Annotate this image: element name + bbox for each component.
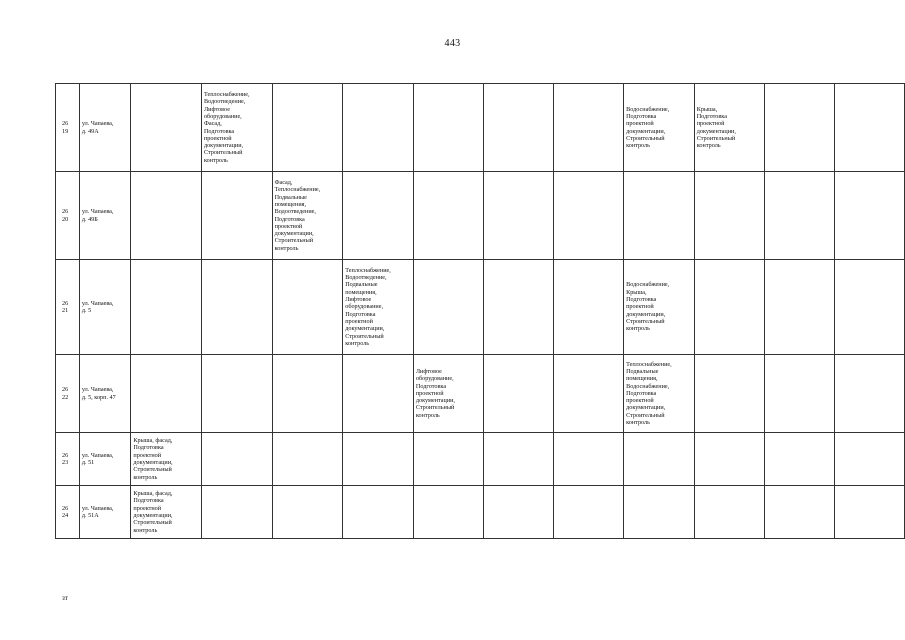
work-cell bbox=[484, 433, 554, 486]
work-cell: Теплоснабжение, Водоотведение, Лифтовое оборудование, Фасад, Подготовка проектной документации, Строительный контроль bbox=[201, 84, 272, 172]
work-cell bbox=[765, 84, 835, 172]
work-cell bbox=[413, 172, 484, 260]
work-cell bbox=[554, 486, 624, 539]
work-cell bbox=[272, 260, 343, 355]
page-number: 443 bbox=[444, 38, 461, 49]
work-cell: Фасад, Теплоснабжение, Подвальные помещения, Водоотведение, Подготовка проектной документации, Строительный контроль bbox=[272, 172, 343, 260]
work-cell bbox=[131, 172, 202, 260]
work-cell bbox=[624, 172, 695, 260]
work-cell bbox=[413, 433, 484, 486]
work-cell bbox=[484, 486, 554, 539]
address-cell: ул. Чапаева, д. 5 bbox=[79, 260, 131, 355]
work-cell bbox=[835, 486, 905, 539]
work-cell bbox=[272, 433, 343, 486]
work-cell bbox=[484, 260, 554, 355]
table-row bbox=[56, 172, 905, 260]
work-cell bbox=[835, 355, 905, 433]
work-cell bbox=[694, 433, 765, 486]
work-cell bbox=[343, 84, 414, 172]
work-cell bbox=[835, 84, 905, 172]
work-cell bbox=[484, 172, 554, 260]
address-cell: ул. Чапаева, д. 51 bbox=[79, 433, 131, 486]
table-row bbox=[56, 84, 905, 172]
work-cell bbox=[694, 355, 765, 433]
work-cell bbox=[835, 172, 905, 260]
work-cell bbox=[765, 260, 835, 355]
work-cell bbox=[343, 433, 414, 486]
work-cell bbox=[201, 486, 272, 539]
work-cell: Теплоснабжение, Водоотведение, Подвальные помещения, Лифтовое оборудование, Подготовка проектной документации, Строительный контроль bbox=[343, 260, 414, 355]
work-cell bbox=[765, 172, 835, 260]
work-cell: Водоснабжение, Крыша, Подготовка проектной документации, Строительный контроль bbox=[624, 260, 695, 355]
work-cell bbox=[201, 355, 272, 433]
work-cell bbox=[835, 260, 905, 355]
table-row bbox=[56, 486, 905, 539]
work-cell: Лифтовое оборудование, Подготовка проектной документации, Строительный контроль bbox=[413, 355, 484, 433]
address-cell: ул. Чапаева, д. 51А bbox=[79, 486, 131, 539]
table-row bbox=[56, 433, 905, 486]
work-cell bbox=[765, 355, 835, 433]
row-number-cell: 26 24 bbox=[56, 486, 80, 539]
work-cell bbox=[413, 486, 484, 539]
work-cell: Крыша, фасад, Подготовка проектной документации, Строительный контроль bbox=[131, 486, 202, 539]
table-row bbox=[56, 355, 905, 433]
work-cell bbox=[694, 486, 765, 539]
work-cell bbox=[554, 260, 624, 355]
work-cell: Крыша, Подготовка проектной документации, Строительный контроль bbox=[694, 84, 765, 172]
address-cell: ул. Чапаева, д. 49А bbox=[79, 84, 131, 172]
work-cell bbox=[554, 433, 624, 486]
work-cell bbox=[131, 355, 202, 433]
footer-mark: зт bbox=[62, 594, 68, 602]
work-cell bbox=[554, 172, 624, 260]
work-cell bbox=[554, 355, 624, 433]
address-cell: ул. Чапаева, д. 5, корп. 47 bbox=[79, 355, 131, 433]
work-cell bbox=[343, 355, 414, 433]
row-number-cell: 26 20 bbox=[56, 172, 80, 260]
work-cell bbox=[484, 84, 554, 172]
work-cell bbox=[694, 172, 765, 260]
work-cell bbox=[343, 486, 414, 539]
work-cell bbox=[272, 84, 343, 172]
work-cell bbox=[765, 486, 835, 539]
work-cell bbox=[343, 172, 414, 260]
work-cell bbox=[484, 355, 554, 433]
work-cell bbox=[131, 84, 202, 172]
work-cell bbox=[624, 433, 695, 486]
work-cell bbox=[835, 433, 905, 486]
work-cell bbox=[694, 260, 765, 355]
address-cell: ул. Чапаева, д. 49Б bbox=[79, 172, 131, 260]
work-cell bbox=[272, 355, 343, 433]
work-cell bbox=[272, 486, 343, 539]
work-cell bbox=[201, 260, 272, 355]
row-number-cell: 26 22 bbox=[56, 355, 80, 433]
work-cell bbox=[201, 172, 272, 260]
row-number-cell: 26 19 bbox=[56, 84, 80, 172]
work-cell: Теплоснабжение, Подвальные помещения, Водоснабжение, Подготовка проектной документации, Строительный контроль bbox=[624, 355, 695, 433]
work-cell bbox=[413, 84, 484, 172]
work-cell bbox=[131, 260, 202, 355]
repair-schedule-table bbox=[55, 83, 905, 539]
work-cell bbox=[554, 84, 624, 172]
work-cell bbox=[765, 433, 835, 486]
table-row bbox=[56, 260, 905, 355]
row-number-cell: 26 23 bbox=[56, 433, 80, 486]
work-cell bbox=[624, 486, 695, 539]
row-number-cell: 26 21 bbox=[56, 260, 80, 355]
work-cell bbox=[201, 433, 272, 486]
work-cell bbox=[413, 260, 484, 355]
work-cell: Крыша, фасад, Подготовка проектной документации, Строительный контроль bbox=[131, 433, 202, 486]
work-cell: Водоснабжение, Подготовка проектной документации, Строительный контроль bbox=[624, 84, 695, 172]
